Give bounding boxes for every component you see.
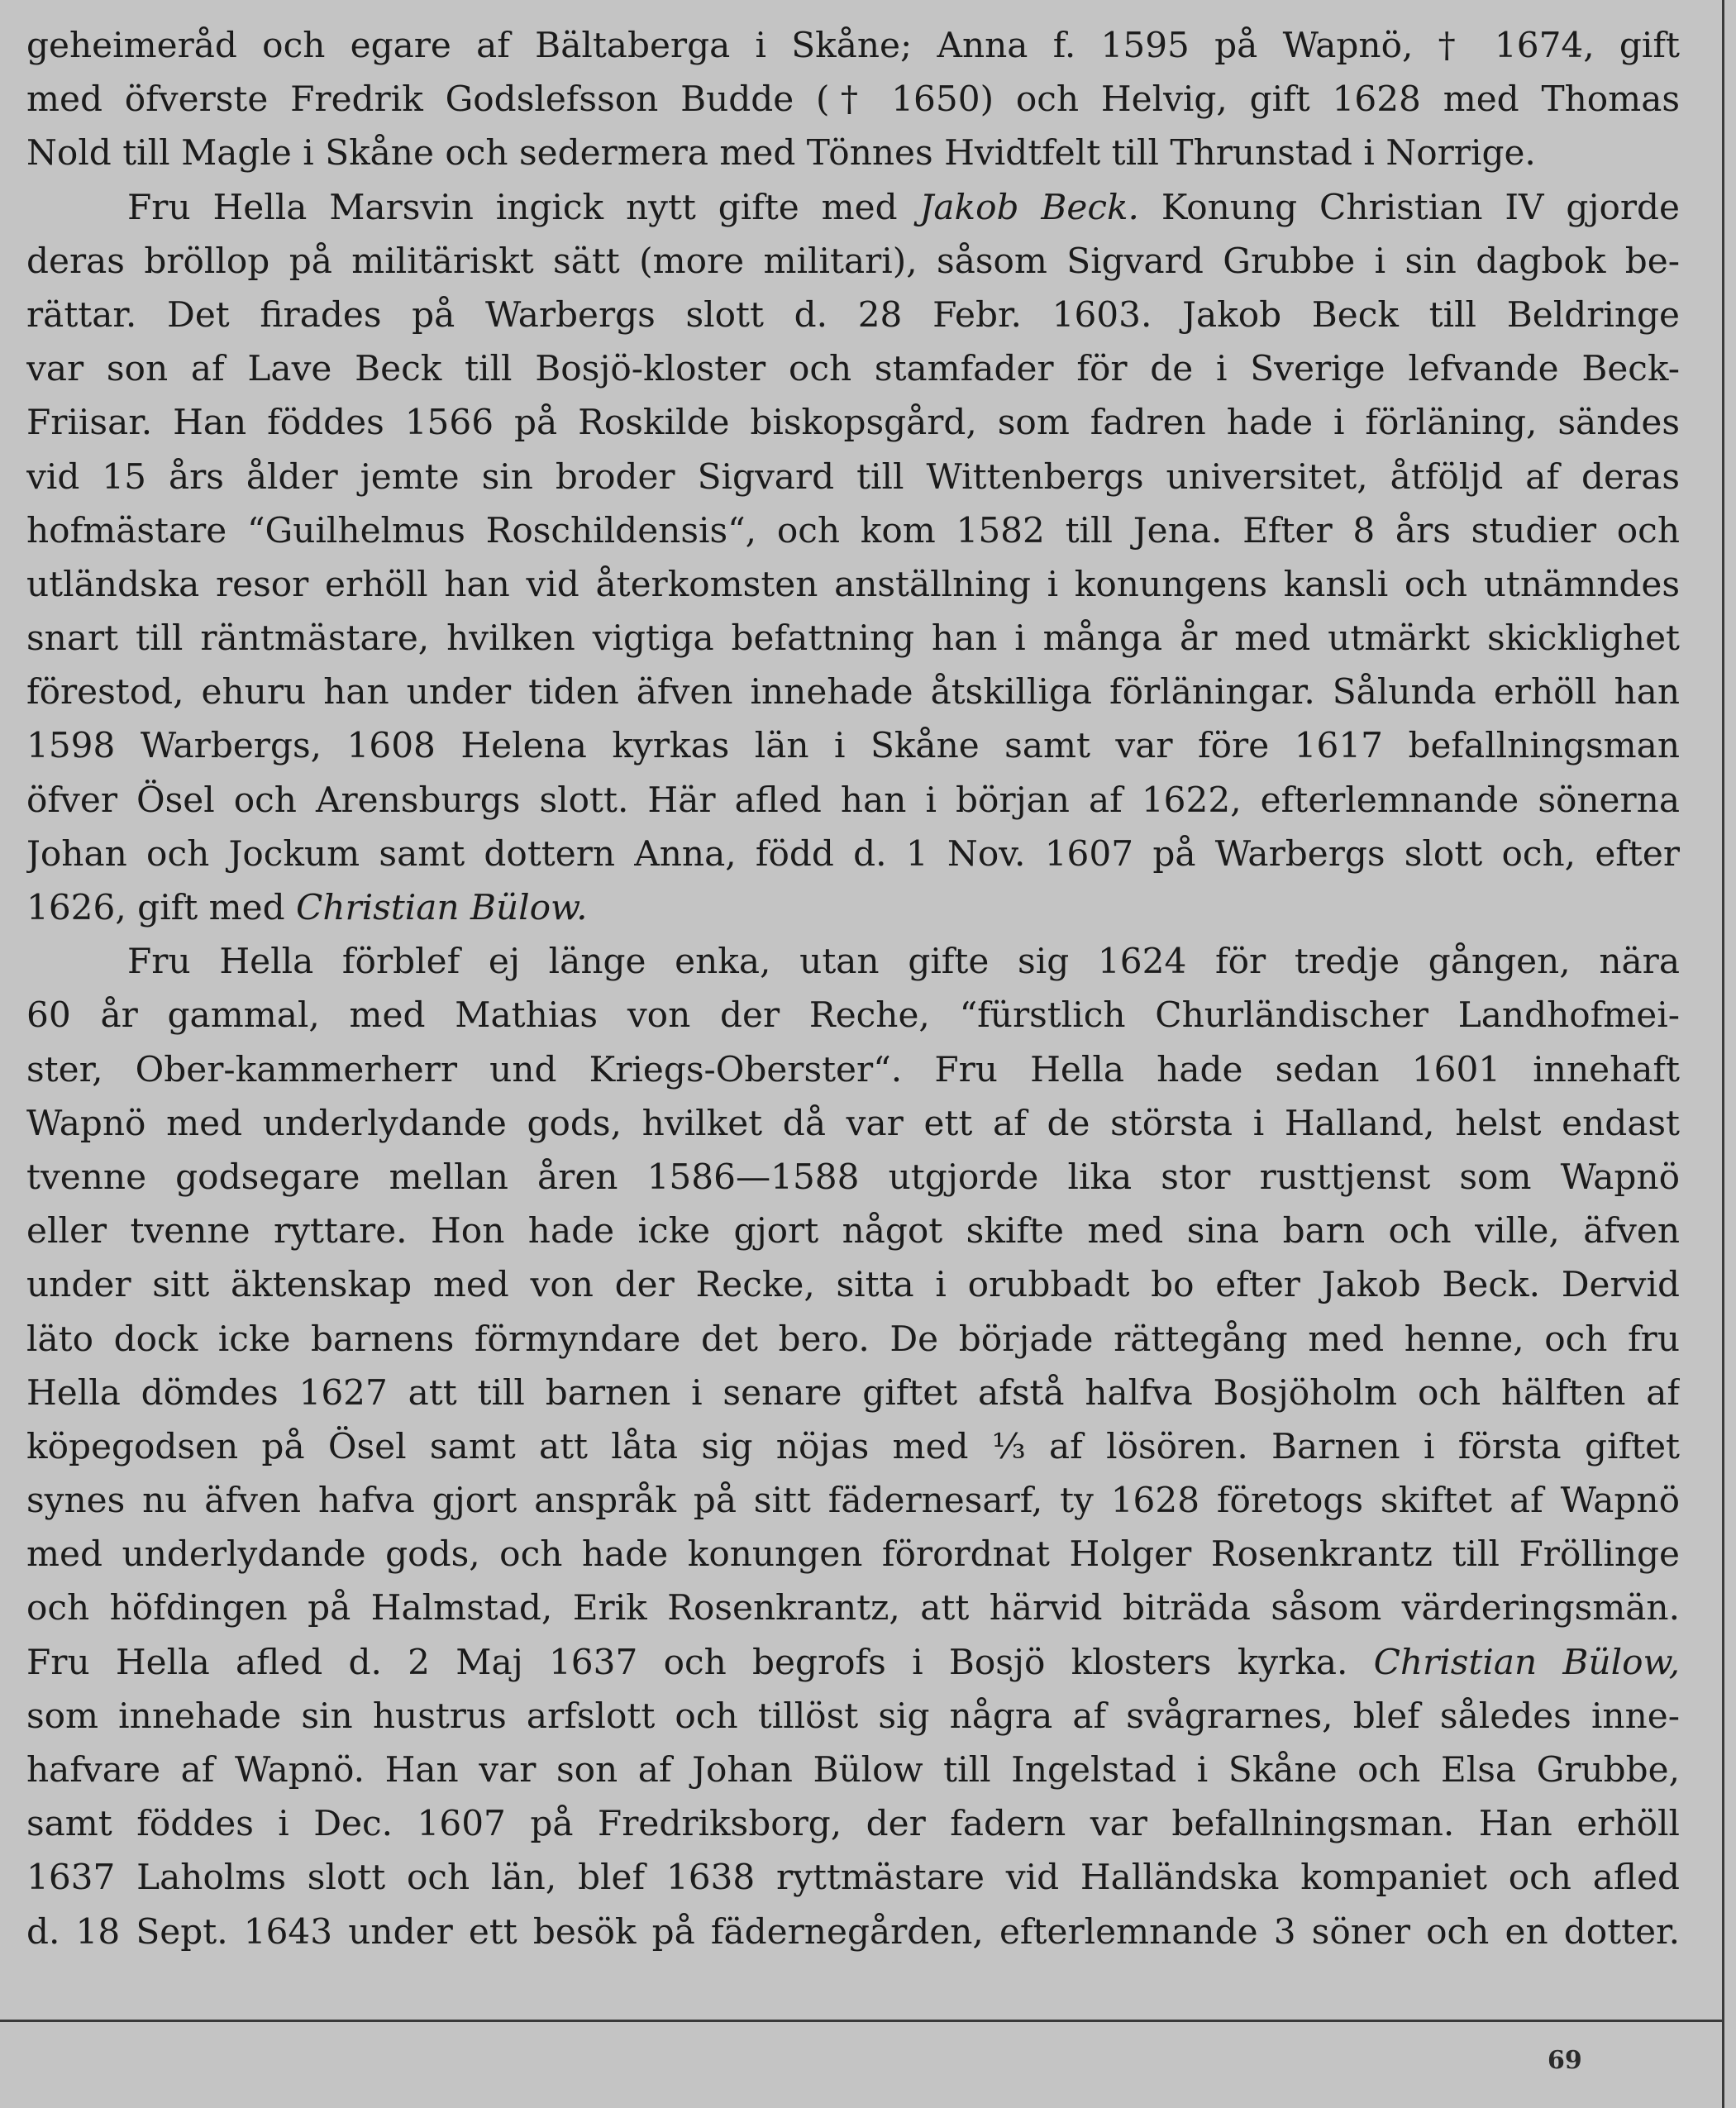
text-line: deras bröllop på militäriskt sätt (more militari), såsom Sigvard Grubbe i sin dagbok be- [26, 240, 1680, 281]
page-number: 69 [1548, 2046, 1582, 2075]
text-line: samt föddes i Dec. 1607 på Fredriksborg, der fadern var befallningsman. Han erhöll [26, 1803, 1680, 1844]
text-line: Hella dömdes 1627 att till barnen i senare giftet afstå halfva Bosjöholm och hälften af [26, 1371, 1680, 1413]
italic-name: Jakob Beck. [919, 186, 1139, 227]
text-line: Wapnö med underlydande gods, hvilket då var ett af de största i Halland, helst endast [26, 1102, 1680, 1143]
text-line: och höfdingen på Halmstad, Erik Rosenkrantz, att härvid biträda såsom värderingsmän. [26, 1587, 1680, 1629]
text-line [26, 1635, 1680, 1689]
text-line: utländska resor erhöll han vid återkomsten anställning i konungens kansli och utnämndes [26, 563, 1680, 604]
text-line: 1637 Laholms slott och län, blef 1638 ryttmästare vid Halländska kompaniet och afled [26, 1857, 1680, 1898]
text-run: 1626, gift med [26, 887, 297, 928]
text-line: hafvare af Wapnö. Han var son af Johan Bülow till Ingelstad i Skåne och Elsa Grubbe, [26, 1749, 1680, 1790]
bottom-border-rule [0, 2020, 1724, 2022]
text-line: med öfverste Fredrik Godslefsson Budde († 1650) och Helvig, gift 1628 med Thomas [26, 79, 1680, 120]
text-line: geheimeråd och egare af Bältaberga i Skåne; Anna f. 1595 på Wapnö, † 1674, gift [26, 25, 1680, 65]
text-line: eller tvenne ryttare. Hon hade icke gjort något skifte med sina barn och ville, äfven [26, 1210, 1680, 1252]
text-line: rättar. Det firades på Warbergs slott d. 28 Febr. 1603. Jakob Beck till Beldringe [26, 293, 1680, 335]
text-line: med underlydande gods, och hade konungen förordnat Holger Rosenkrantz till Fröllinge [26, 1533, 1680, 1575]
text-line: d. 18 Sept. 1643 under ett besök på fädernegården, efterlemnande 3 söner och en dotter. [26, 1910, 1680, 1952]
text-line [26, 880, 1680, 934]
text-run: Fru Hella Marsvin ingick nytt gifte med [127, 186, 920, 227]
text-line [26, 180, 1680, 234]
text-line: snart till räntmästare, hvilken vigtiga befattning han i många år med utmärkt skicklighet [26, 618, 1680, 659]
text-line: tvenne godsegare mellan åren 1586—1588 utgjorde lika stor rusttjenst som Wapnö [26, 1156, 1680, 1197]
text-line: som innehade sin hustrus arfslott och tillöst sig några af svågrarnes, blef således inne- [26, 1695, 1680, 1736]
italic-name: Christian Bülow. [296, 887, 588, 928]
text-line: 60 år gammal, med Mathias von der Reche, “fürstlich Churländischer Landhofmei- [26, 994, 1680, 1036]
text-line: vid 15 års ålder jemte sin broder Sigvard till Wittenbergs universitet, åtföljd af deras [26, 455, 1680, 497]
text-line: hofmästare “Guilhelmus Roschildensis“, och kom 1582 till Jena. Efter 8 års studier och [26, 509, 1680, 551]
right-border-rule [1722, 0, 1724, 2108]
text-line: förestod, ehuru han under tiden äfven innehade åtskilliga förläningar. Sålunda erhöll han [26, 671, 1680, 713]
text-line: var son af Lave Beck till Bosjö-kloster och stamfader för de i Sverige lefvande Beck- [26, 348, 1680, 389]
italic-name: Christian Bülow, [1373, 1641, 1680, 1682]
text-line: synes nu äfven hafva gjort anspråk på sitt fädernesarf, ty 1628 företogs skiftet af Wapnö [26, 1480, 1680, 1521]
text-line: 1598 Warbergs, 1608 Helena kyrkas län i Skåne samt var före 1617 befallningsman [26, 725, 1680, 766]
text-line: köpegodsen på Ösel samt att låta sig nöjas med ⅓ af lösören. Barnen i första giftet [26, 1425, 1680, 1467]
text-line: läto dock icke barnens förmyndare det bero. De började rättegång med henne, och fru [26, 1318, 1680, 1359]
text-run: Fru Hella afled d. 2 Maj 1637 och begrofs i Bosjö klosters kyrka. [26, 1641, 1374, 1682]
text-line: Johan och Jockum samt dottern Anna, född d. 1 Nov. 1607 på Warbergs slott och, efter [26, 832, 1680, 874]
text-line: Nold till Magle i Skåne och sedermera med Tönnes Hvidtfelt till Thrunstad i Norrige. [26, 132, 1536, 174]
body-text [26, 18, 1680, 1958]
text-line: Fru Hella förblef ej länge enka, utan gifte sig 1624 för tredje gången, nära [127, 941, 1680, 982]
text-line: ster, Ober-kammerherr und Kriegs-Oberster“. Fru Hella hade sedan 1601 innehaft [26, 1048, 1680, 1090]
text-line: under sitt äktenskap med von der Recke, sitta i orubbadt bo efter Jakob Beck. Dervid [26, 1264, 1680, 1305]
text-line: öfver Ösel och Arensburgs slott. Här afled han i början af 1622, efterlemnande sönerna [26, 779, 1680, 820]
text-run: Konung Christian IV gjorde [1138, 186, 1680, 227]
text-line: Friisar. Han föddes 1566 på Roskilde biskopsgård, som fadren hade i förläning, sändes [26, 402, 1680, 443]
